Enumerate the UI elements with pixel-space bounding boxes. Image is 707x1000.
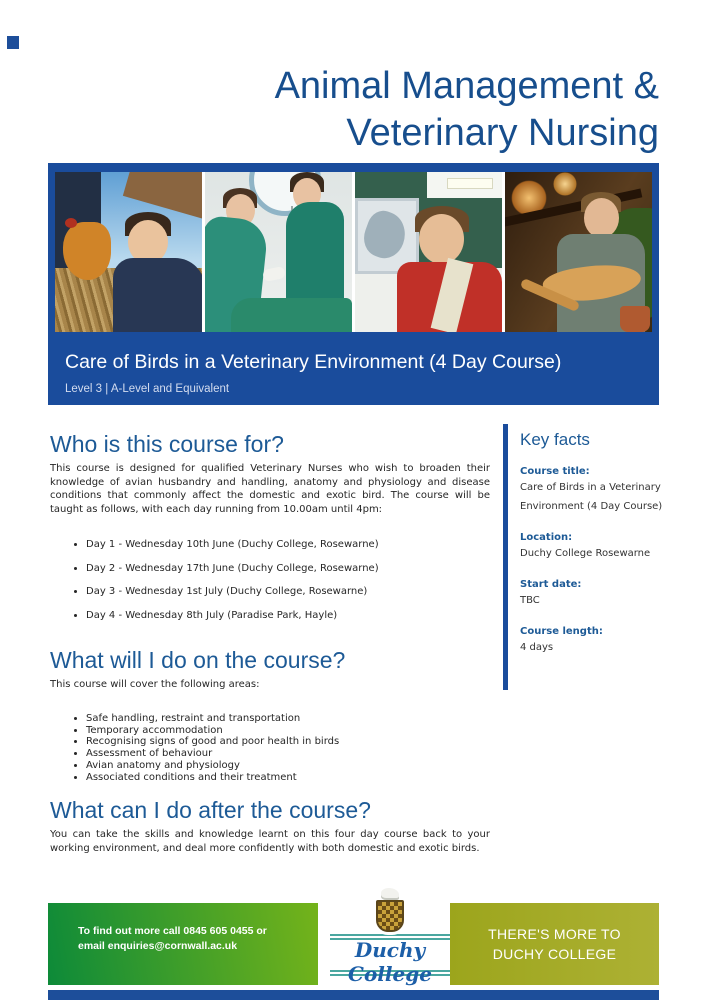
key-facts-list [520, 466, 670, 657]
student-with-xray-photo [355, 172, 502, 332]
section-heading-what: What will I do on the course? [50, 646, 346, 673]
key-facts-heading: Key facts [520, 430, 590, 449]
list-item: • Day 3 - Wednesday 1st July (Duchy College, Rosewarne) [86, 585, 490, 598]
contact-box [48, 903, 318, 985]
course-banner [48, 163, 659, 405]
key-fact-label: Start date: [520, 579, 582, 590]
student-holding-iguana-photo [505, 172, 652, 332]
section-heading-who: Who is this course for? [50, 431, 284, 457]
key-fact-value: Care of Birds in a Veterinary Environment (4 Day Course) [520, 482, 663, 512]
list-item: • Day 1 - Wednesday 10th June (Duchy College, Rosewarne) [86, 538, 490, 551]
key-fact-value: 4 days [520, 642, 554, 653]
page-corner-mark [7, 36, 19, 49]
more-line1: THERE'S MORE TO [488, 926, 621, 942]
list-item: • Temporary accommodation [86, 725, 490, 737]
key-fact-label: Course title: [520, 466, 590, 477]
college-crest-icon [376, 900, 404, 932]
list-item: • Avian anatomy and physiology [86, 760, 490, 772]
course-days-list [70, 538, 490, 622]
main-content [50, 424, 490, 855]
list-item: • Safe handling, restraint and transportation [86, 713, 490, 725]
course-areas-list [70, 713, 490, 783]
key-fact-label: Course length: [520, 626, 603, 637]
more-line2: DUCHY COLLEGE [492, 946, 617, 962]
contact-line2: email enquiries@cornwall.ac.uk [78, 940, 238, 952]
key-fact [520, 626, 670, 657]
page-title-line1: Animal Management & [274, 65, 659, 107]
section-body-who: This course is designed for qualified Veterinary Nurses who wish to broaden their knowledge of avian husbandry and handling, anatomy and physiology and disease conditions that commonly affect the domestic and exotic bird. The course will be taught as follows, with each day running from 10.00am until 4pm: [50, 463, 490, 515]
veterinary-surgery-photo [205, 172, 352, 332]
list-item: • Associated conditions and their treatment [86, 772, 490, 784]
section-heading-after: What can I do after the course? [50, 797, 371, 824]
key-fact-value: Duchy College Rosewarne [520, 548, 651, 559]
logo-wordmark: Duchy College [348, 938, 432, 986]
key-facts-panel [503, 424, 670, 690]
contact-line1: To find out more call 0845 605 0455 or [78, 925, 267, 937]
duchy-college-logo [330, 898, 450, 986]
list-item: • Recognising signs of good and poor health in birds [86, 736, 490, 748]
banner-course-title: Care of Birds in a Veterinary Environment (4 Day Course) [65, 351, 562, 373]
key-fact [520, 579, 670, 610]
section-body-what: This course will cover the following areas: [50, 678, 260, 690]
student-holding-chicken-photo [55, 172, 202, 332]
banner-level: Level 3 | A-Level and Equivalent [65, 383, 230, 395]
key-fact [520, 532, 670, 563]
key-fact-label: Location: [520, 532, 573, 543]
page-title-line2: Veterinary Nursing [346, 112, 659, 154]
section-body-after: You can take the skills and knowledge learnt on this four day course back to your working environment, and deal more confidently with both domestic and exotic birds. [50, 829, 490, 854]
more-box [450, 903, 659, 985]
key-fact-value: TBC [520, 595, 540, 606]
crest-bird-icon [381, 888, 399, 900]
key-fact [520, 466, 670, 516]
list-item: • Day 4 - Wednesday 8th July (Paradise Park, Hayle) [86, 609, 490, 622]
list-item: • Assessment of behaviour [86, 748, 490, 760]
bottom-rule [48, 990, 659, 1000]
photo-strip [55, 172, 652, 332]
page-title [275, 63, 659, 157]
list-item: • Day 2 - Wednesday 17th June (Duchy College, Rosewarne) [86, 562, 490, 575]
